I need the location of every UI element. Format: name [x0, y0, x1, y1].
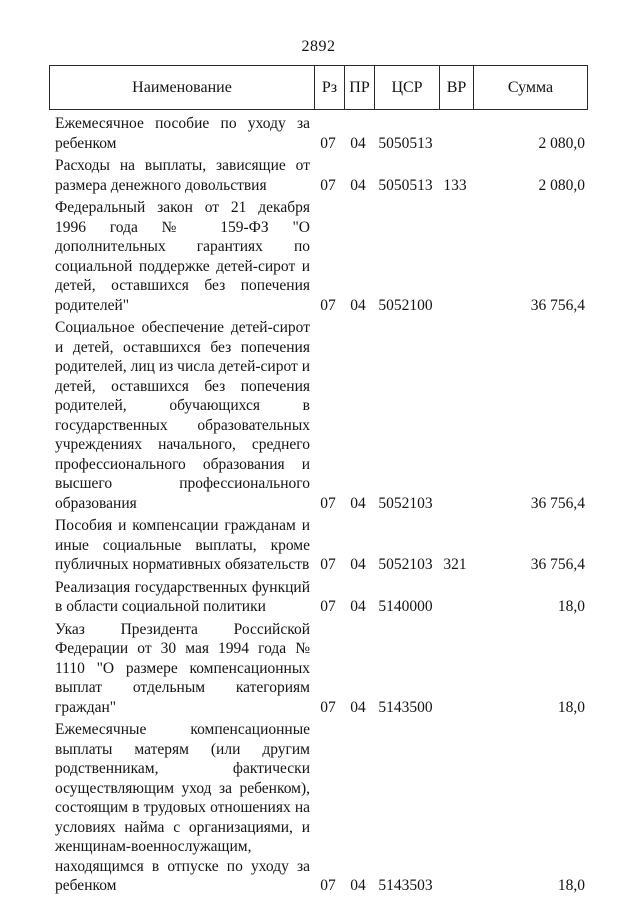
row-name-cell: Указ Президента Российской Федерации от 30 мая 1994 года № 1110 "О размере компенсационных выплат отдельным категориям граждан": [55, 620, 310, 716]
row-csr-cell: 5140000: [378, 598, 433, 615]
row-rz-cell: 07: [320, 598, 336, 615]
page-number: 2892: [301, 38, 336, 55]
column-header-vr: ВР: [439, 66, 473, 109]
row-csr-cell: 5052103: [378, 494, 433, 512]
row-rz-cell: 07: [320, 134, 336, 152]
row-pr-cell: 04: [350, 134, 366, 152]
column-header-csr: ЦСР: [374, 66, 439, 109]
row-csr-cell: 5143503: [378, 877, 433, 894]
row-pr-cell: 04: [350, 494, 366, 512]
row-sum-cell: 36 756,4: [530, 556, 585, 573]
row-pr-cell: 04: [350, 877, 366, 894]
row-sum-cell: 36 756,4: [530, 494, 585, 512]
column-header-summa: Сумма: [473, 66, 587, 109]
budget-table: [49, 65, 588, 899]
row-pr-cell: 04: [350, 176, 366, 194]
table-row: [49, 318, 588, 513]
row-rz-cell: 07: [320, 296, 336, 314]
row-csr-cell: 5052100: [378, 296, 433, 314]
row-rz-cell: 07: [320, 556, 336, 573]
row-vr-cell: 133: [443, 176, 467, 194]
table-header-row: [49, 65, 588, 110]
table-row: [49, 720, 588, 896]
table-row: [49, 578, 588, 617]
row-csr-cell: 5050513: [378, 176, 433, 194]
row-name-cell: Расходы на выплаты, зависящие от размера денежного довольствия: [55, 157, 310, 194]
row-sum-cell: 18,0: [557, 698, 585, 716]
row-pr-cell: 04: [350, 556, 366, 573]
row-rz-cell: 07: [320, 494, 336, 512]
row-name-cell: Пособия и компенсации гражданам и иные социальные выплаты, кроме публичных нормативных обязательств: [55, 517, 310, 573]
table-row: [49, 114, 588, 153]
column-header-naimenovanie: Наименование: [132, 78, 232, 96]
row-name-cell: Социальное обеспечение детей-сирот и детей, оставшихся без попечения родителей, лиц из числа детей-сирот и детей, оставшихся без попечения родителей, обучающихся в государственных образовательных учреждениях начального, среднего профессионального образования и высшего профессионального образования: [55, 319, 310, 512]
table-row: [49, 198, 588, 315]
row-pr-cell: 04: [350, 598, 366, 615]
column-header-pr: ПР: [344, 66, 374, 109]
row-sum-cell: 18,0: [557, 598, 585, 615]
row-rz-cell: 07: [320, 176, 336, 194]
row-rz-cell: 07: [320, 698, 336, 716]
row-pr-cell: 04: [350, 296, 366, 314]
table-row: [49, 620, 588, 718]
row-name-cell: Реализация государственных функций в области социальной политики: [55, 578, 310, 615]
row-csr-cell: 5052103: [378, 556, 433, 573]
column-header-rz: Рз: [314, 66, 344, 109]
row-sum-cell: 2 080,0: [538, 134, 585, 152]
row-csr-cell: 5050513: [378, 134, 433, 152]
row-name-cell: Федеральный закон от 21 декабря 1996 года № 159-ФЗ "О дополнительных гарантиях по социальной поддержке детей-сирот и детей, оставшихся без попечения родителей": [55, 199, 310, 314]
row-sum-cell: 2 080,0: [538, 176, 585, 194]
row-rz-cell: 07: [320, 877, 336, 894]
row-sum-cell: 36 756,4: [530, 296, 585, 314]
table-body: [49, 114, 588, 896]
table-row: [49, 516, 588, 575]
table-row: [49, 156, 588, 195]
row-name-cell: Ежемесячное пособие по уходу за ребенком: [55, 115, 310, 152]
row-pr-cell: 04: [350, 698, 366, 716]
row-name-cell: Ежемесячные компенсационные выплаты матерям (или другим родственникам, фактически осуществляющим уход за ребенком), состоящим в трудовых отношениях на условиях найма с организациями, и женщинам-военнослужащим, находящимся в отпуске по уходу за ребенком: [55, 721, 310, 894]
row-csr-cell: 5143500: [378, 698, 433, 716]
row-sum-cell: 18,0: [557, 877, 585, 894]
row-vr-cell: 321: [443, 556, 467, 573]
